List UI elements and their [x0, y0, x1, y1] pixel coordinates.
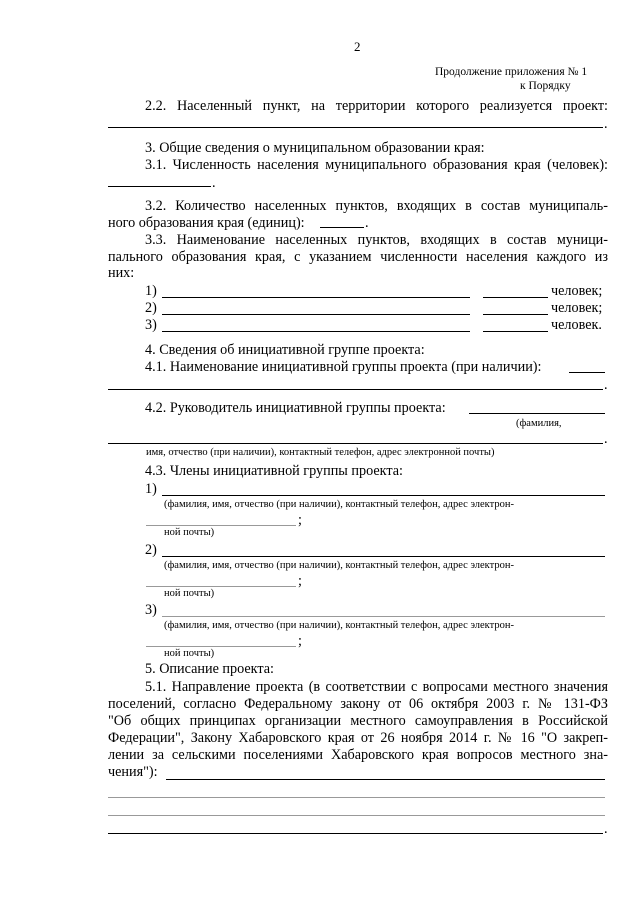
section-3-2-line2: ного образования края (единиц): — [108, 215, 305, 231]
section-5-1-field-3[interactable] — [108, 815, 605, 816]
section-4-2-text: 4.2. Руководитель инициативной группы проекта: — [145, 400, 446, 416]
settlement-row-2-name-field[interactable] — [162, 314, 470, 315]
settlement-row-1-num: 1) — [145, 283, 157, 299]
member-3-field-b[interactable] — [146, 646, 296, 647]
member-2-field-a[interactable] — [162, 556, 605, 557]
section-4-3-text: 4.3. Члены инициативной группы проекта: — [145, 463, 403, 479]
member-1-num: 1) — [145, 481, 157, 497]
section-4-1-field-a[interactable] — [569, 372, 605, 373]
settlement-row-2-count-field[interactable] — [483, 314, 548, 315]
section-4-2-field-a[interactable] — [469, 413, 605, 414]
member-1-hint1: (фамилия, имя, отчество (при наличии), контактный телефон, адрес электрон- — [164, 499, 514, 510]
settlement-row-3-num: 3) — [145, 317, 157, 333]
section-4-2-end: . — [604, 431, 608, 447]
section-3-1-text: 3.1. Численность населения муниципального образования края (человек): — [145, 157, 608, 173]
section-5-1-end: . — [604, 821, 608, 837]
settlement-row-3-name-field[interactable] — [162, 331, 470, 332]
section-3-title: 3. Общие сведения о муниципальном образовании края: — [145, 140, 485, 156]
appendix-header-line2: к Порядку — [520, 80, 571, 92]
settlement-row-3-unit: человек. — [551, 317, 602, 333]
member-3-hint1: (фамилия, имя, отчество (при наличии), контактный телефон, адрес электрон- — [164, 620, 514, 631]
section-5-1-line5: лении за сельскими поселениями Хабаровского края вопросов местного зна- — [108, 747, 608, 763]
section-3-2-line1: 3.2. Количество населенных пунктов, входящих в состав муниципаль- — [145, 198, 608, 214]
member-2-hint1: (фамилия, имя, отчество (при наличии), контактный телефон, адрес электрон- — [164, 560, 514, 571]
member-1-field-a[interactable] — [162, 495, 605, 496]
member-2-sep: ; — [298, 573, 302, 589]
section-4-title: 4. Сведения об инициативной группе проекта: — [145, 342, 425, 358]
section-5-1-line3: "Об общих принципах организации местного самоуправления в Российской — [108, 713, 608, 729]
member-1-hint2: ной почты) — [164, 527, 215, 538]
section-3-2-field[interactable] — [320, 227, 364, 228]
section-4-1-end: . — [604, 377, 608, 393]
settlement-row-1-unit: человек; — [551, 283, 603, 299]
settlement-row-2-num: 2) — [145, 300, 157, 316]
member-2-hint2: ной почты) — [164, 588, 215, 599]
section-5-1-field-1[interactable] — [166, 779, 605, 780]
section-4-1-field-b[interactable] — [108, 389, 603, 390]
section-5-1-line6: чения"): — [108, 764, 158, 780]
member-3-sep: ; — [298, 633, 302, 649]
section-4-2-hint2: имя, отчество (при наличии), контактный телефон, адрес электронной почты) — [146, 447, 495, 458]
section-2-2-field[interactable] — [108, 127, 603, 128]
settlement-row-3-count-field[interactable] — [483, 331, 548, 332]
section-4-1-text: 4.1. Наименование инициативной группы проекта (при наличии): — [145, 359, 542, 375]
section-3-3-line2: пального образования края, с указанием численности населения каждого из — [108, 249, 608, 265]
section-4-2-hint1: (фамилия, — [516, 418, 562, 429]
appendix-header-line1: Продолжение приложения № 1 — [435, 66, 588, 78]
member-2-field-b[interactable] — [146, 586, 296, 587]
settlement-row-2-unit: человек; — [551, 300, 603, 316]
member-1-field-b[interactable] — [146, 525, 296, 526]
section-5-1-line1: 5.1. Направление проекта (в соответствии с вопросами местного значения — [145, 679, 608, 695]
section-5-1-line2: поселений, согласно Федеральному закону от 06 октября 2003 г. № 131-ФЗ — [108, 696, 608, 712]
section-4-2-field-b[interactable] — [108, 443, 603, 444]
member-2-num: 2) — [145, 542, 157, 558]
section-5-1-field-2[interactable] — [108, 797, 605, 798]
section-5-1-field-4[interactable] — [108, 833, 603, 834]
section-3-3-line3: них: — [108, 265, 135, 281]
section-5-1-line4: Федерации", Закону Хабаровского края от 26 ноября 2014 г. № 16 "О закреп- — [108, 730, 608, 746]
member-3-hint2: ной почты) — [164, 648, 215, 659]
section-2-2-end: . — [604, 116, 608, 132]
section-3-2-end: . — [365, 215, 369, 231]
section-3-3-line1: 3.3. Наименование населенных пунктов, входящих в состав муници- — [145, 232, 608, 248]
page-number: 2 — [354, 39, 361, 54]
settlement-row-1-count-field[interactable] — [483, 297, 548, 298]
member-3-field-a[interactable] — [162, 616, 605, 617]
section-3-1-end: . — [212, 175, 216, 191]
settlement-row-1-name-field[interactable] — [162, 297, 470, 298]
section-3-1-field[interactable] — [108, 186, 211, 187]
section-2-2-text: 2.2. Населенный пункт, на территории которого реализуется проект: — [145, 98, 608, 114]
section-5-title: 5. Описание проекта: — [145, 661, 274, 677]
member-3-num: 3) — [145, 602, 157, 618]
member-1-sep: ; — [298, 512, 302, 528]
